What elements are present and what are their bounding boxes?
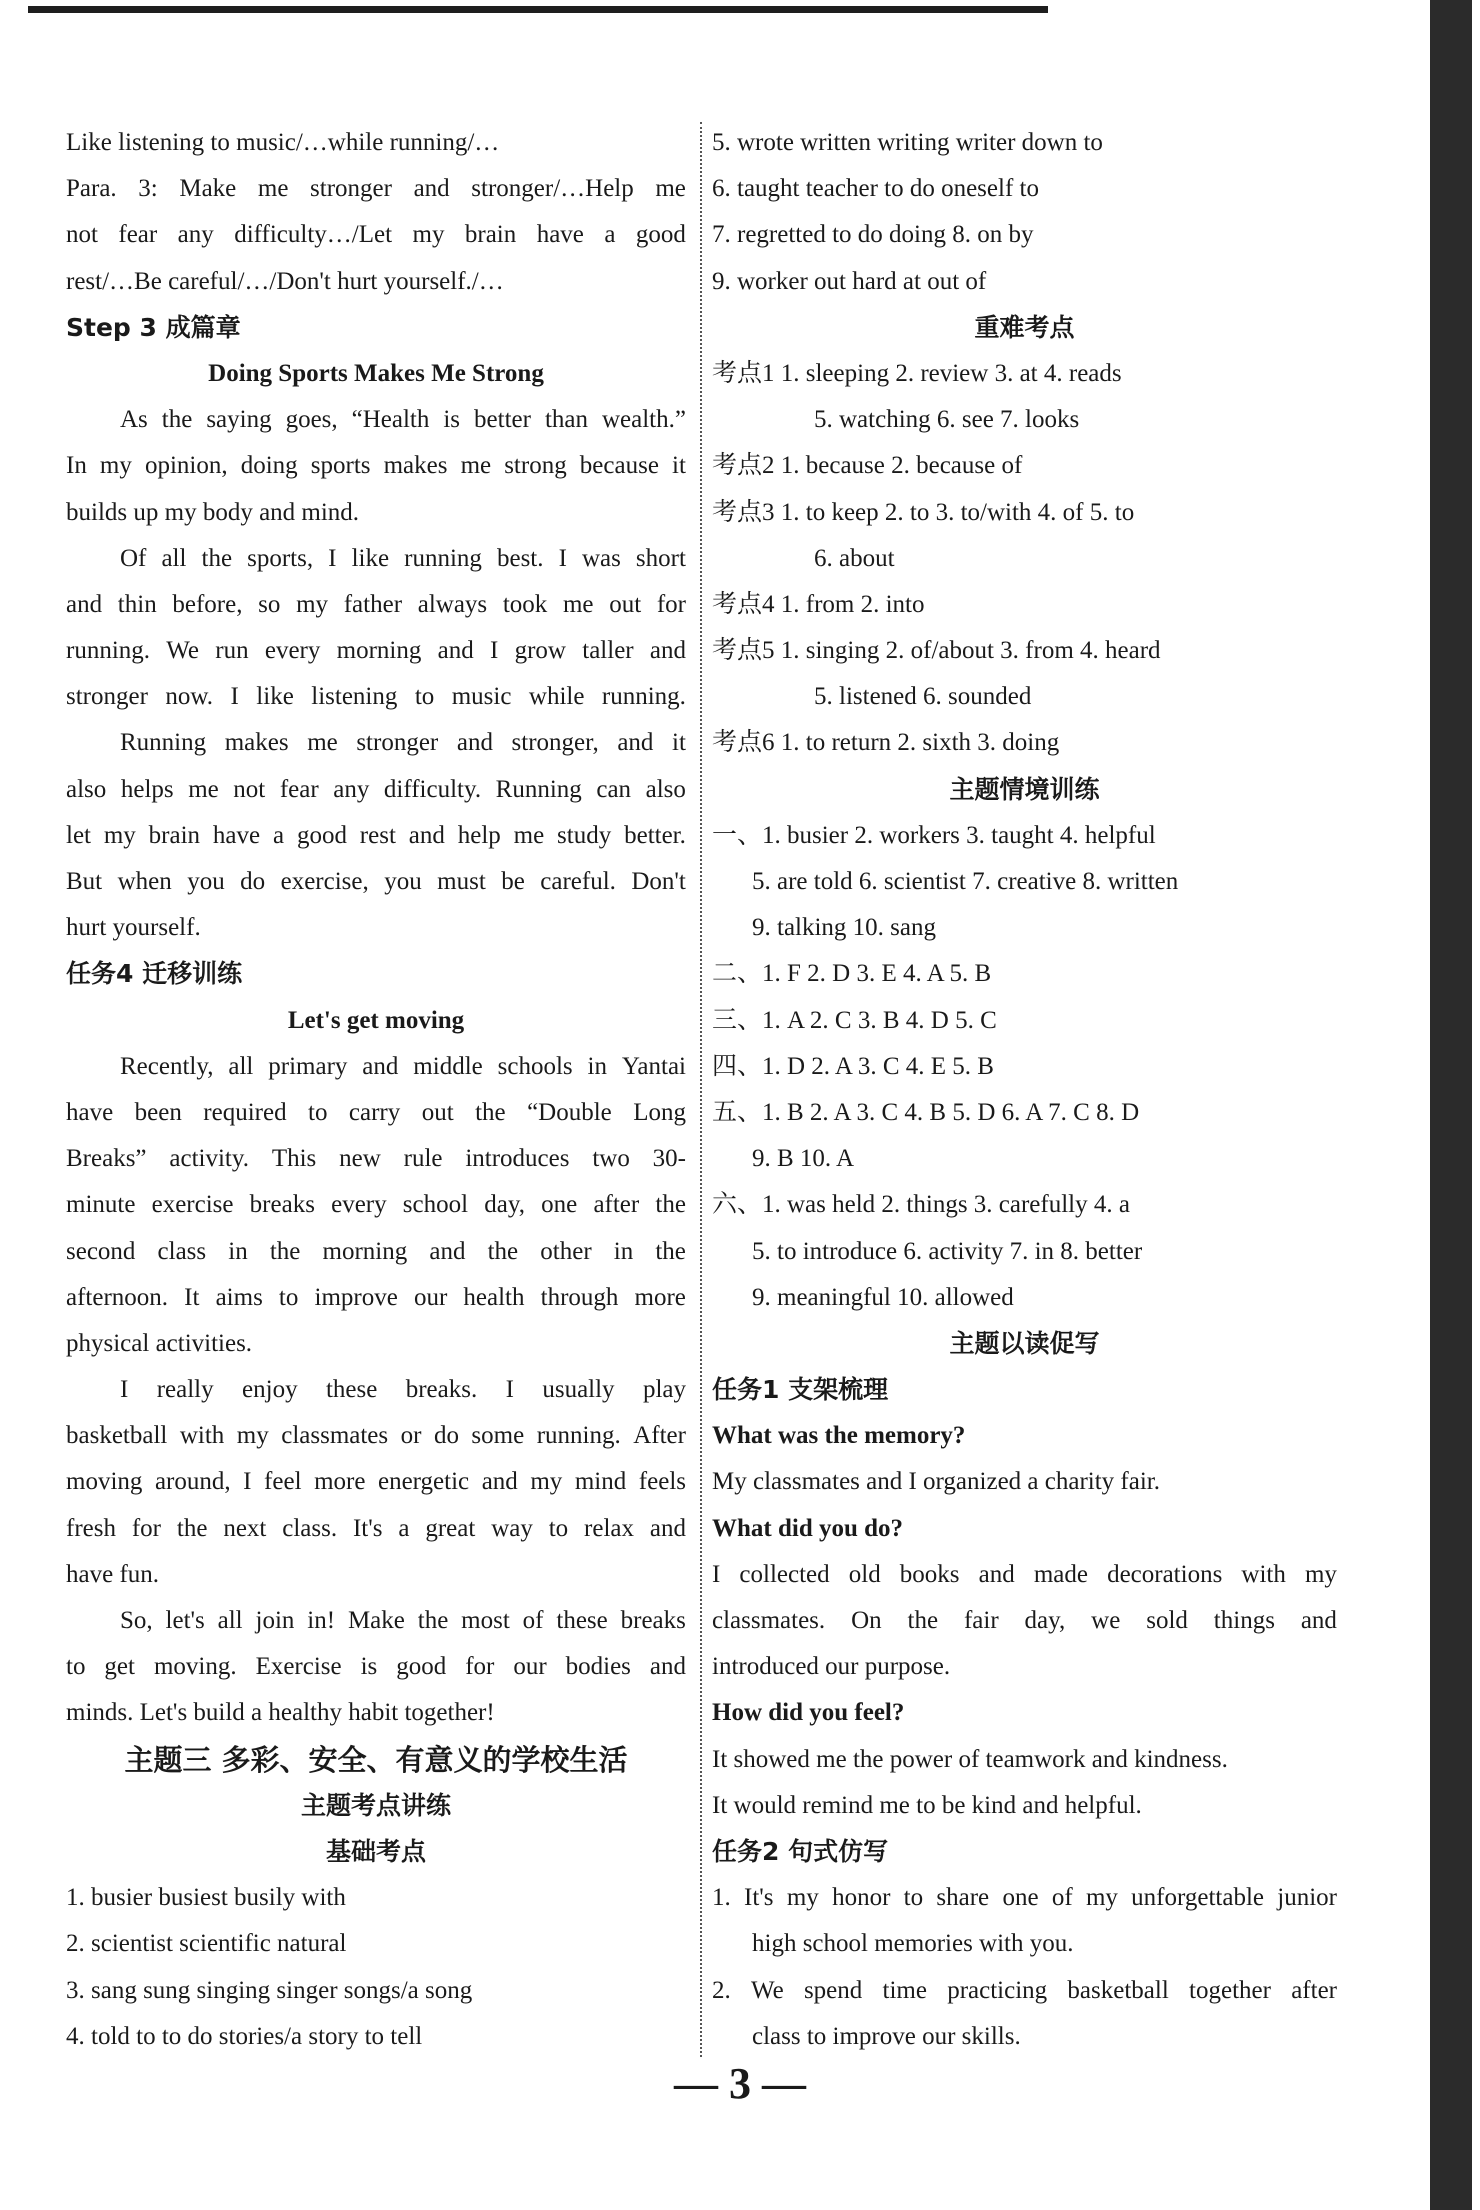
section-heading: 任务1 支架梳理 [712, 1375, 889, 1405]
answer-line: 9. meaningful 10. allowed [752, 1283, 1014, 1311]
text-line: So, let's all join in! Make the most of these breaks [120, 1607, 686, 1634]
text-line: moving around, I feel more energetic and my mind feels [66, 1468, 686, 1496]
text-line: I collected old books and made decorations with my [712, 1560, 1337, 1588]
text-line: It showed me the power of teamwork and kindness. [712, 1745, 1228, 1773]
essay-title: Let's get moving [287, 1006, 465, 1034]
text-line: My classmates and I organized a charity fair. [712, 1468, 1160, 1496]
text-line: also helps me not fear any difficulty. Running can also [66, 775, 686, 803]
answer-line: 六、1. was held 2. things 3. carefully 4. a [712, 1191, 1130, 1219]
answer-line: 5. are told 6. scientist 7. creative 8. written [752, 868, 1179, 895]
text-line: minds. Let's build a healthy habit together! [66, 1699, 495, 1727]
answer-line: 6. about [814, 544, 895, 572]
top-rule [28, 6, 1048, 13]
section-heading: 主题以读促写 [949, 1328, 1100, 1358]
answer-line: 1. busier busiest busily with [66, 1884, 346, 1912]
section-heading: 基础考点 [325, 1836, 426, 1866]
answer-line: 4. told to to do stories/a story to tell [66, 2022, 423, 2050]
answer-line: 7. regretted to do doing 8. on by [712, 221, 1034, 249]
answer-line: 四、1. D 2. A 3. C 4. E 5. B [712, 1052, 994, 1080]
text-line: and thin before, so my father always took me out for [66, 590, 686, 618]
text-line: Breaks” activity. This new rule introduces two 30- [66, 1145, 686, 1173]
text-line: afternoon. It aims to improve our health through more [66, 1283, 686, 1311]
text-line: class to improve our skills. [752, 2022, 1021, 2050]
text-line: I really enjoy these breaks. I usually play [120, 1376, 686, 1404]
page-edge-bar [1430, 0, 1472, 2210]
section-heading: 重难考点 [974, 312, 1075, 342]
text-line: have been required to carry out the “Double Long [66, 1098, 686, 1126]
answer-line: 考点3 1. to keep 2. to 3. to/with 4. of 5. to [712, 498, 1135, 526]
text-line: high school memories with you. [752, 1930, 1074, 1958]
text-line: Running makes me stronger and stronger, and it [120, 729, 686, 757]
answer-line: 9. talking 10. sang [752, 914, 937, 942]
text-line: introduced our purpose. [712, 1653, 951, 1681]
text-line: Recently, all primary and middle schools in Yantai [120, 1052, 686, 1080]
answer-line: 考点6 1. to return 2. sixth 3. doing [712, 729, 1060, 757]
text-line: Para. 3: Make me stronger and stronger/…Help me [66, 175, 686, 203]
text-line: Like listening to music/…while running/… [66, 129, 500, 156]
text-line: fresh for the next class. It's a great way to relax and [66, 1514, 686, 1542]
text-line: stronger now. I like listening to music while running. [66, 683, 686, 711]
text-line: As the saying goes, “Health is better than wealth.” [120, 406, 686, 434]
right-column [712, 120, 1337, 2060]
text-line: It would remind me to be kind and helpful. [712, 1791, 1142, 1819]
text-line: basketball with my classmates or do some running. After [66, 1422, 686, 1450]
text-line: But when you do exercise, you must be careful. Don't [66, 868, 686, 895]
section-heading: 主题情境训练 [949, 774, 1100, 804]
answer-line: 二、1. F 2. D 3. E 4. A 5. B [712, 960, 992, 988]
answer-line: 考点2 1. because 2. because of [712, 452, 1023, 480]
answer-line: 9. B 10. A [752, 1145, 855, 1173]
section-heading: 任务2 句式仿写 [712, 1836, 889, 1866]
answer-line: 5. wrote written writing writer down to [712, 129, 1103, 156]
answer-line: 一、1. busier 2. workers 3. taught 4. helpful [712, 821, 1156, 849]
answer-line: 9. worker out hard at out of [712, 267, 987, 295]
section-heading: Step 3 成篇章 [66, 312, 241, 342]
answer-line: 3. sang sung singing singer songs/a song [66, 1976, 473, 2004]
text-line: let my brain have a good rest and help me study better. [66, 821, 686, 849]
text-line: second class in the morning and the other in the [66, 1237, 686, 1265]
answer-line: 考点5 1. singing 2. of/about 3. from 4. heard [712, 637, 1161, 665]
left-column [66, 120, 686, 2060]
text-line: minute exercise breaks every school day, one after the [66, 1191, 686, 1219]
page-number: — 3 — [674, 2059, 806, 2108]
text-line: not fear any difficulty…/Let my brain have a good [66, 221, 686, 249]
question-line: What was the memory? [712, 1422, 966, 1450]
answer-line: 5. watching 6. see 7. looks [814, 406, 1080, 434]
text-line: have fun. [66, 1560, 160, 1588]
answer-line: 5. listened 6. sounded [814, 683, 1032, 711]
text-line: Of all the sports, I like running best. I was short [120, 544, 686, 572]
answer-line: 考点1 1. sleeping 2. review 3. at 4. reads [712, 359, 1122, 387]
essay-title: Doing Sports Makes Me Strong [208, 359, 544, 387]
answer-line: 5. to introduce 6. activity 7. in 8. better [752, 1237, 1143, 1265]
section-heading: 任务4 迁移训练 [66, 959, 243, 989]
text-line: rest/…Be careful/…/Don't hurt yourself./… [66, 267, 504, 295]
text-line: physical activities. [66, 1329, 253, 1357]
topic-title: 主题三 多彩、安全、有意义的学校生活 [124, 1742, 628, 1777]
answer-line: 三、1. A 2. C 3. B 4. D 5. C [712, 1006, 997, 1034]
answer-line: 考点4 1. from 2. into [712, 590, 925, 618]
answer-line: 2. scientist scientific natural [66, 1930, 347, 1958]
answer-line: 6. taught teacher to do oneself to [712, 175, 1039, 203]
text-line: classmates. On the fair day, we sold things and [712, 1607, 1337, 1634]
question-line: What did you do? [712, 1514, 904, 1542]
section-heading: 主题考点讲练 [300, 1790, 451, 1820]
text-line: 1. It's my honor to share one of my unforgettable junior [712, 1884, 1337, 1912]
text-line: In my opinion, doing sports makes me strong because it [66, 452, 686, 480]
text-line: to get moving. Exercise is good for our bodies and [66, 1653, 686, 1681]
text-line: builds up my body and mind. [66, 498, 360, 526]
answer-line: 五、1. B 2. A 3. C 4. B 5. D 6. A 7. C 8. D [712, 1098, 1140, 1126]
question-line: How did you feel? [712, 1699, 905, 1727]
column-divider [700, 122, 702, 2057]
text-line: hurt yourself. [66, 914, 201, 942]
text-line: running. We run every morning and I grow taller and [66, 637, 686, 665]
text-line: 2. We spend time practicing basketball together after [712, 1976, 1337, 2004]
